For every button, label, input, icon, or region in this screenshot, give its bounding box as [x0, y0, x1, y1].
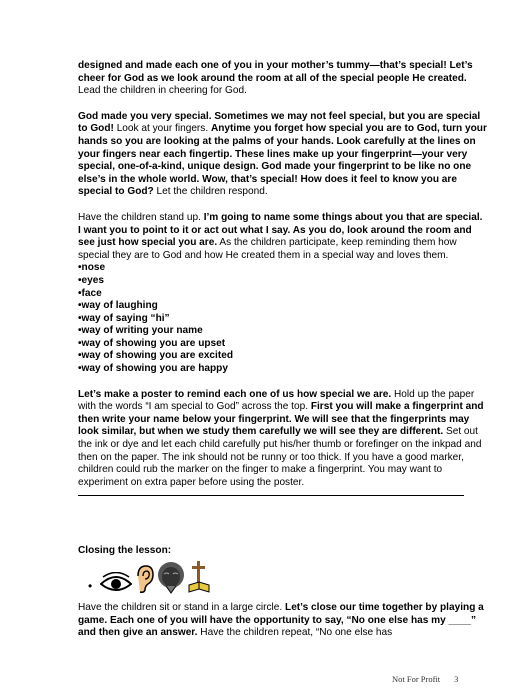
paragraph-text: Anytime you forget how special you are to God, turn your hands so you are looking at the palms of your hands. Look carefully at the lines on your fingers near each fingertip. These lines make up your fingerprint—your very special, one-of-a-kind, unique design. God made your fingerprint to be like no one else’s in the whole world. Wow, that’s special! How does it feel to know you are special to God?: [78, 123, 487, 198]
paragraph-text: Set out the ink or dye and let each child carefully put his/her thumb or forefinger on the inkpad and then on the paper. The ink should not be runny or too thick. If you have a good marker, children could rub the marker on the finger to make a fingerprint. You may want to experiment on extra paper before using the poster.: [78, 426, 482, 488]
closing-heading: Closing the lesson:: [78, 545, 172, 556]
ear-icon: [134, 564, 154, 594]
praying-face-icon: [156, 560, 186, 594]
bullet-dot: •: [88, 579, 93, 593]
paragraph-text: Have the children stand up.: [78, 211, 204, 223]
page-footer: [392, 674, 458, 684]
cross-bible-icon: [188, 560, 210, 594]
paragraph-text: Have the children sit or stand in a large circle.: [78, 602, 286, 613]
footer-label: Not For Profit: [392, 674, 441, 684]
paragraph-text: designed and made each one of you in your mother’s tummy—that’s special! Let’s cheer for God as we look around the room at all of the special people He created.: [78, 60, 473, 84]
list-item: • way of showing you are excited: [78, 350, 488, 363]
list-item: • eyes: [78, 275, 488, 288]
list-item: • way of writing your name: [78, 325, 488, 338]
paragraph-text: Let’s close our time together by playing a game. Each one of you will have the opportunity to say, “No one else has my ____” and then give an answer.: [78, 602, 484, 639]
paragraph-cheer: [78, 60, 488, 98]
list-item: • face: [78, 288, 488, 301]
paragraph-text: Look at your fingers.: [113, 123, 211, 135]
list-item: • way of showing you are upset: [78, 338, 488, 351]
paragraph-poster: [78, 389, 488, 490]
lesson-body: [78, 60, 488, 502]
paragraph-text: God made you very special. Sometimes we may not feel special, but you are special to God!: [78, 110, 481, 135]
paragraph-text: As the children participate, keep reminding them how special they are to God and how He created them in a special way and loves them.: [78, 237, 457, 261]
paragraph-text: Lead the children in cheering for God.: [78, 85, 247, 97]
page-number: 3: [454, 674, 459, 684]
paragraph-text: Have the children repeat, “No one else has: [197, 627, 393, 639]
list-item: • way of saying “hi”: [78, 313, 488, 326]
eye-icon: [100, 572, 132, 594]
paragraph-fingers: [78, 111, 488, 199]
list-item: • nose: [78, 262, 488, 275]
paragraph-text: Let the children respond.: [153, 186, 268, 198]
paragraph-text: Let’s make a poster to remind each one of us how special we are.: [78, 388, 392, 400]
list-item: • way of laughing: [78, 300, 488, 313]
special-things-list: [78, 262, 488, 375]
section-divider: [78, 495, 464, 496]
paragraph-stand-up: [78, 212, 488, 262]
list-item: • way of showing you are happy: [78, 363, 488, 376]
senses-icon-row: [88, 560, 210, 594]
paragraph-closing: [78, 602, 488, 640]
paragraph-text: Hold up the paper with the words “I am special to God” across the top.: [78, 388, 475, 413]
paragraph-text: I’m going to name some things about you that are special. I want you to point to it or act out what I say. As you do, look around the room and see just how special you are.: [78, 211, 483, 249]
paragraph-text: First you will make a fingerprint and then write your name below your fingerprint. We will see that the fingerprints may look similar, but when we study them carefully we will see they are different.: [78, 401, 484, 438]
